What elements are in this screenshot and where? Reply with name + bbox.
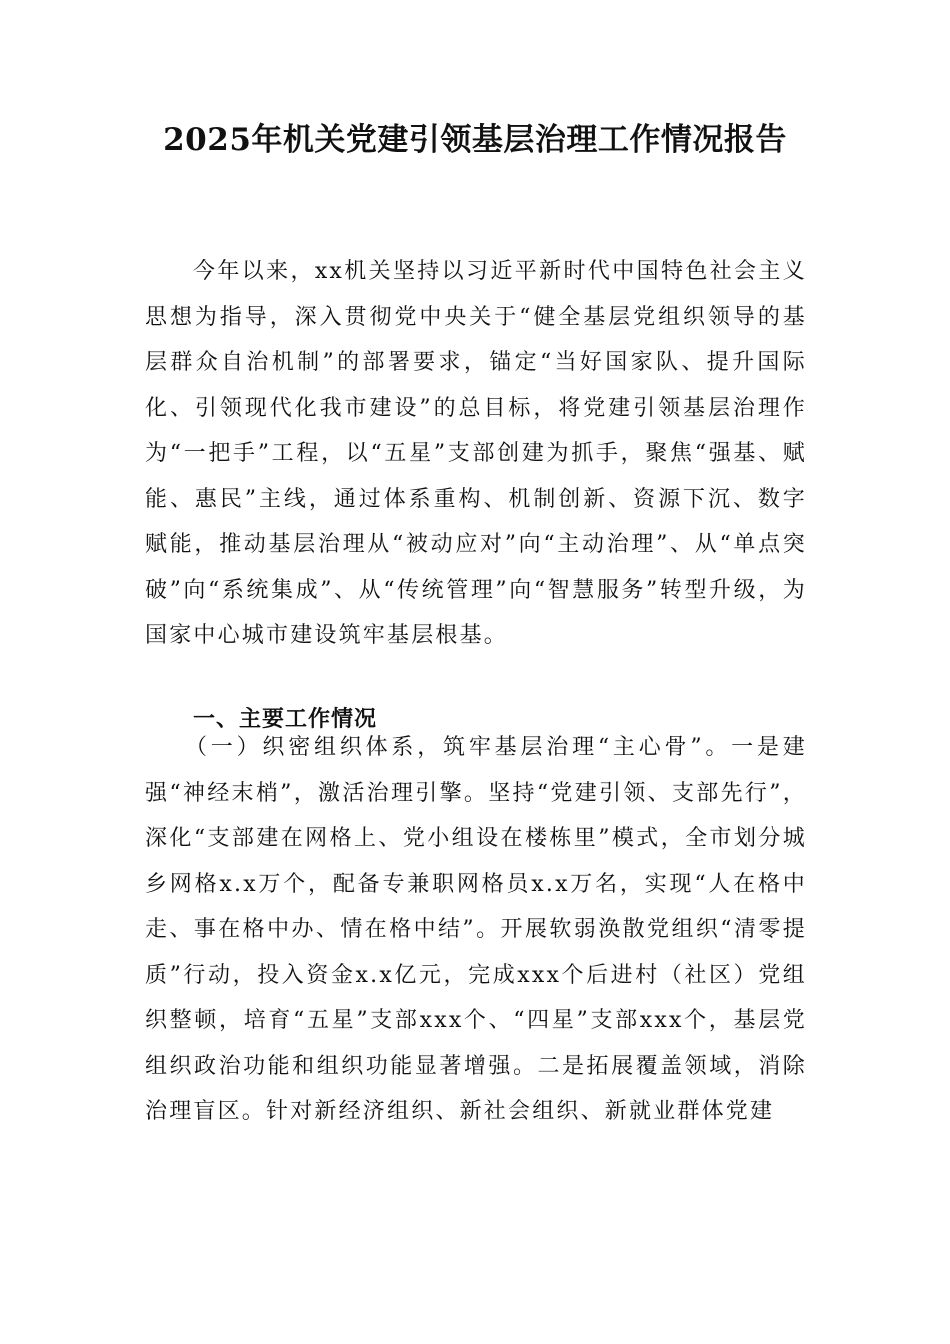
document-title: 2025年机关党建引领基层治理工作情况报告 [163,122,787,158]
intro-paragraph: 今年以来，xx机关坚持以习近平新时代中国特色社会主义思想为指导，深入贯彻党中央关于“健全基层党组织领导的基层群众自治机制”的部署要求，锚定“当好国家队、提升国际化、引领现代化我市建设”的总目标，将党建引领基层治理作为“一把手”工程，以“五星”支部创建为抓手，聚焦“强基、赋能、惠民”主线，通过体系重构、机制创新、资源下沉、数字赋能，推动基层治理从“被动应对”向“主动治理”、从“单点突破”向“系统集成”、从“传统管理”向“智慧服务”转型升级，为国家中心城市建设筑牢基层根基。 [145,259,807,648]
section-heading: 一、主要工作情况 [193,707,378,732]
section-paragraph: （一）织密组织体系，筑牢基层治理“主心骨”。一是建强“神经末梢”，激活治理引擎。坚持“党建引领、支部先行”，深化“支部建在网格上、党小组设在楼栋里”模式，全市划分城乡网格x.x万个，配备专兼职网格员x.x万名，实现“人在格中走、事在格中办、情在格中结”。开展软弱涣散党组织“清零提质”行动，投入资金x.x亿元，完成xxx个后进村（社区）党组织整顿，培育“五星”支部xxx个、“四星”支部xxx个，基层党组织政治功能和组织功能显著增强。二是拓展覆盖领域，消除治理盲区。针对新经济组织、新社会组织、新就业群体党建 [145,735,807,1124]
